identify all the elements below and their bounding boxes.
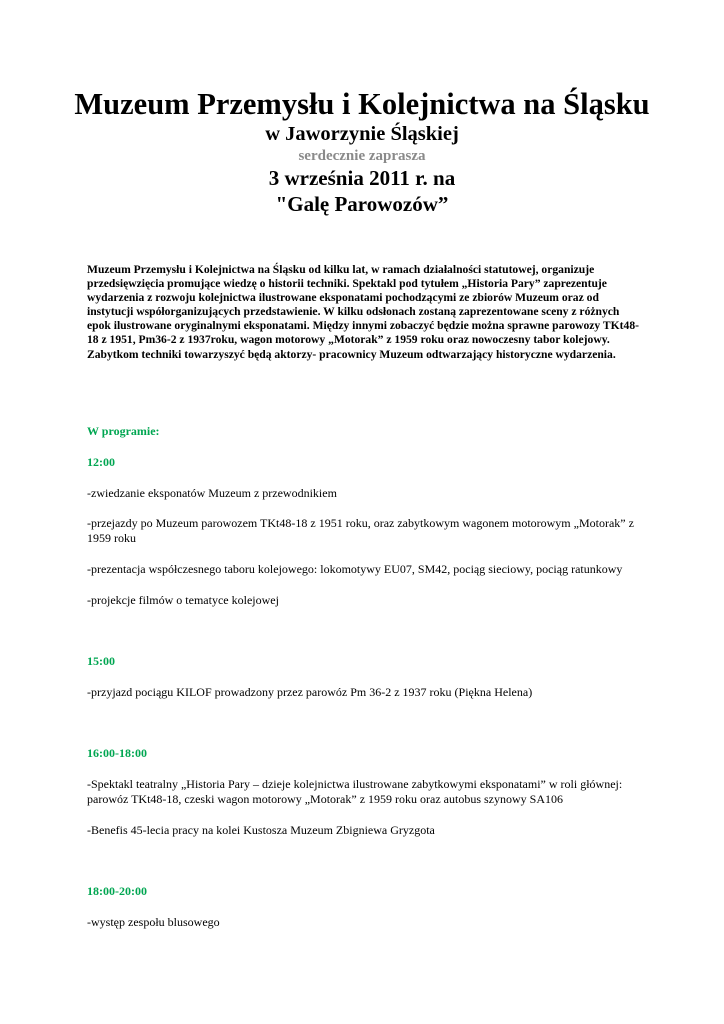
- program-item: -Benefis 45-lecia pracy na kolei Kustosza Muzeum Zbigniewa Gryzgota: [87, 823, 435, 837]
- program-item: -Spektakl teatralny „Historia Pary – dzieje kolejnictwa ilustrowane zabytkowymi eksponatami” w roli głównej: parowóz TKt48-18, czeski wagon motorowy „Motorak” z 1959 roku oraz autobus szynowy SA106: [87, 777, 623, 806]
- program-item: -występ zespołu blusowego: [87, 915, 220, 929]
- time-1500: 15:00: [87, 654, 115, 668]
- time-1600: 16:00-18:00: [87, 746, 147, 760]
- event-name: "Galę Parowozów”: [275, 192, 449, 216]
- program-heading: W programie:: [87, 424, 160, 438]
- invite-line: serdecznie zaprasza: [298, 148, 426, 164]
- event-date: 3 września 2011 r. na: [268, 166, 456, 190]
- location-line: w Jaworzynie Śląskiej: [265, 123, 459, 145]
- program-item: -przejazdy po Muzeum parowozem TKt48-18 z 1951 roku, oraz zabytkowym wagonem motorowym „Motorak” z 1959 roku: [87, 516, 634, 545]
- program-item: -zwiedzanie eksponatów Muzeum z przewodnikiem: [87, 486, 337, 500]
- document-title: Muzeum Przemysłu i Kolejnictwa na Śląsku: [74, 87, 650, 121]
- program-item: -projekcje filmów o tematyce kolejowej: [87, 593, 279, 607]
- time-1200: 12:00: [87, 455, 115, 469]
- time-1800: 18:00-20:00: [87, 884, 147, 898]
- intro-paragraph: Muzeum Przemysłu i Kolejnictwa na Śląsku od kilku lat, w ramach działalności statutowej, organizuje przedsięwzięcia promujące wiedzę o historii techniki. Spektakl pod tytułem „Historia Pary” zaprezentuje wydarzenia z rozwoju kolejnictwa ilustrowane eksponatami pochodzącymi ze zbiorów Muzeum oraz od instytucji współorganizujących przedstawienie. W kilku odsłonach zostaną zaprezentowane sceny z różnych epok ilustrowane oryginalnymi eksponatami. Między innymi zobaczyć będzie można sprawne parowozy TKt48-18 z 1951, Pm36-2 z 1937roku, wagon motorowy „Motorak” z 1959 roku oraz nowoczesny tabor kolejowy. Zabytkom techniki towarzyszyć będą aktorzy- pracownicy Muzeum odtwarzający historyczne wydarzenia.: [87, 263, 639, 361]
- program-item: -przyjazd pociągu KILOF prowadzony przez parowóz Pm 36-2 z 1937 roku (Piękna Helena): [87, 685, 533, 699]
- program-item: -prezentacja współczesnego taboru kolejowego: lokomotywy EU07, SM42, pociąg sieciowy, pociąg ratunkowy: [87, 562, 623, 576]
